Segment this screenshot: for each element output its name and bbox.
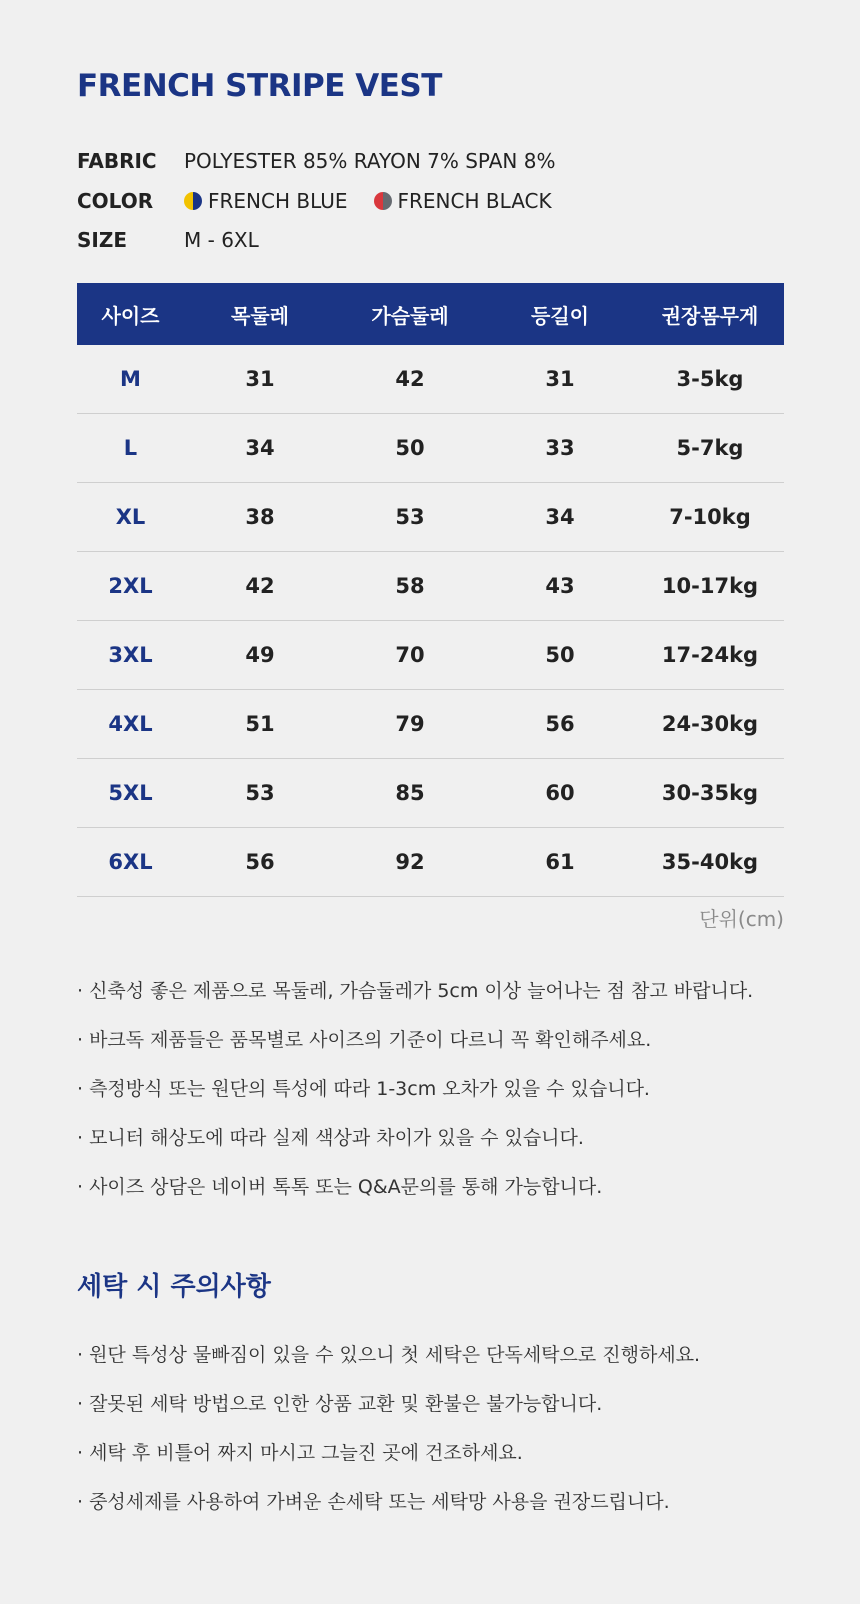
color-name: FRENCH BLACK: [397, 189, 552, 213]
header-neck: 목둘레: [184, 283, 336, 345]
table-row: [77, 828, 784, 897]
size-cell: M: [77, 345, 184, 414]
list-item: · 바크독 제품들은 품목별로 사이즈의 기준이 다르니 꼭 확인해주세요.: [77, 1029, 652, 1051]
color-swatch-icon: [374, 192, 392, 210]
table-cell: 50: [336, 414, 484, 483]
table-cell: 42: [184, 552, 336, 621]
size-table-body: [77, 345, 784, 897]
fabric-row: [77, 146, 555, 176]
fabric-value: POLYESTER 85% RAYON 7% SPAN 8%: [184, 149, 556, 173]
table-cell: 53: [336, 483, 484, 552]
unit-label: 단위(cm): [699, 907, 784, 931]
color-options: [184, 189, 578, 213]
table-cell: 92: [336, 828, 484, 897]
table-cell: 7-10kg: [636, 483, 784, 552]
table-row: [77, 483, 784, 552]
table-row: [77, 414, 784, 483]
list-item: · 세탁 후 비틀어 짜지 마시고 그늘진 곳에 건조하세요.: [77, 1442, 523, 1464]
table-row: [77, 345, 784, 414]
table-cell: 42: [336, 345, 484, 414]
size-cell: 4XL: [77, 690, 184, 759]
color-name: FRENCH BLUE: [208, 189, 348, 213]
list-item: · 잘못된 세탁 방법으로 인한 상품 교환 및 환불은 불가능합니다.: [77, 1393, 603, 1415]
care-notes: [77, 1340, 700, 1536]
table-cell: 3-5kg: [636, 345, 784, 414]
table-cell: 17-24kg: [636, 621, 784, 690]
list-item: · 사이즈 상담은 네이버 톡톡 또는 Q&A문의를 통해 가능합니다.: [77, 1176, 603, 1198]
color-label: COLOR: [77, 189, 154, 213]
table-cell: 53: [184, 759, 336, 828]
table-cell: 70: [336, 621, 484, 690]
table-cell: 5-7kg: [636, 414, 784, 483]
header-chest: 가슴둘레: [336, 283, 484, 345]
table-cell: 31: [484, 345, 636, 414]
fabric-label: FABRIC: [77, 149, 157, 173]
table-row: [77, 759, 784, 828]
table-cell: 56: [484, 690, 636, 759]
product-title: FRENCH STRIPE VEST: [77, 68, 442, 104]
table-cell: 24-30kg: [636, 690, 784, 759]
table-cell: 33: [484, 414, 636, 483]
color-row: [77, 186, 578, 216]
size-cell: XL: [77, 483, 184, 552]
list-item: · 신축성 좋은 제품으로 목둘레, 가슴둘레가 5cm 이상 늘어나는 점 참고 바랍니다.: [77, 980, 754, 1002]
size-value: M - 6XL: [184, 228, 259, 252]
size-cell: L: [77, 414, 184, 483]
color-option-french-blue: [184, 189, 348, 213]
size-cell: 5XL: [77, 759, 184, 828]
size-cell: 3XL: [77, 621, 184, 690]
size-label: SIZE: [77, 228, 128, 252]
table-cell: 79: [336, 690, 484, 759]
table-row: [77, 552, 784, 621]
color-swatch-icon: [184, 192, 202, 210]
table-row: [77, 690, 784, 759]
list-item: · 모니터 해상도에 따라 실제 색상과 차이가 있을 수 있습니다.: [77, 1127, 584, 1149]
table-cell: 10-17kg: [636, 552, 784, 621]
size-cell: 2XL: [77, 552, 184, 621]
size-row: [77, 225, 259, 255]
size-notes: [77, 976, 753, 1221]
color-option-french-black: [374, 189, 552, 213]
table-cell: 34: [184, 414, 336, 483]
size-table-header: [77, 283, 784, 345]
table-cell: 61: [484, 828, 636, 897]
table-cell: 58: [336, 552, 484, 621]
table-cell: 35-40kg: [636, 828, 784, 897]
size-table: [77, 283, 784, 897]
header-weight: 권장몸무게: [636, 283, 784, 345]
list-item: · 측정방식 또는 원단의 특성에 따라 1-3cm 오차가 있을 수 있습니다.: [77, 1078, 650, 1100]
table-row: [77, 621, 784, 690]
list-item: · 원단 특성상 물빠짐이 있을 수 있으니 첫 세탁은 단독세탁으로 진행하세요.: [77, 1344, 701, 1366]
header-size: 사이즈: [77, 283, 184, 345]
size-cell: 6XL: [77, 828, 184, 897]
table-cell: 60: [484, 759, 636, 828]
table-cell: 56: [184, 828, 336, 897]
list-item: · 중성세제를 사용하여 가벼운 손세탁 또는 세탁망 사용을 권장드립니다.: [77, 1491, 670, 1513]
table-cell: 30-35kg: [636, 759, 784, 828]
table-cell: 38: [184, 483, 336, 552]
table-cell: 31: [184, 345, 336, 414]
table-cell: 34: [484, 483, 636, 552]
table-cell: 85: [336, 759, 484, 828]
table-cell: 51: [184, 690, 336, 759]
table-cell: 50: [484, 621, 636, 690]
table-cell: 43: [484, 552, 636, 621]
care-title: 세탁 시 주의사항: [77, 1272, 271, 1302]
table-cell: 49: [184, 621, 336, 690]
header-back-length: 등길이: [484, 283, 636, 345]
